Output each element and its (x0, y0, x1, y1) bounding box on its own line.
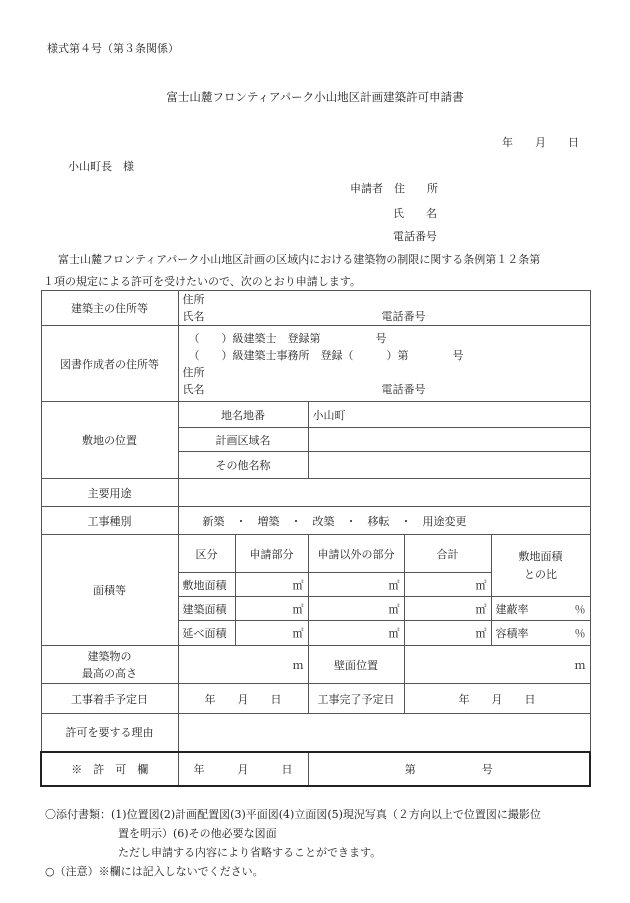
coverage-ratio[interactable] (491, 597, 590, 621)
site-applied-value[interactable] (235, 573, 308, 597)
owner-phone[interactable]: 電話番号 (381, 310, 426, 323)
use-value[interactable] (178, 479, 590, 507)
designer-office-line[interactable]: （ ）級建築士事務所 登録（ ）第 号 (188, 348, 464, 362)
unit-m: ｍ (574, 658, 586, 672)
body-text-line2: １項の規定による許可を受けたいので、次のとおり申請します。 (43, 275, 361, 288)
district-label: 計画区域名 (178, 428, 308, 452)
far-ratio[interactable] (491, 621, 590, 646)
percent-unit: ％ (574, 627, 586, 640)
building-other-value[interactable] (308, 597, 404, 621)
col-other: 申請以外の部分 (308, 535, 404, 573)
applicant-address-label: 申請者 住 所 (350, 182, 438, 195)
floor-total-value[interactable] (404, 621, 491, 646)
col-total: 合計 (404, 535, 491, 573)
building-total-value[interactable] (404, 597, 491, 621)
applicant-name-label: 氏 名 (393, 207, 437, 220)
wall-value[interactable] (404, 646, 590, 684)
floor-other-value[interactable] (308, 621, 404, 646)
start-date[interactable]: 年 月 日 (178, 684, 308, 714)
owner-label: 建築主の住所等 (41, 291, 178, 326)
row-floor-area: 延べ面積 (178, 621, 235, 646)
height-value[interactable] (178, 646, 308, 684)
reason-label: 許可を要する理由 (41, 714, 178, 752)
unit-m2: ㎡ (475, 578, 487, 592)
body-text-line1: 富士山麓フロンティアパーク小山地区計画の区域内における建築物の制限に関する条例第１２条第 (58, 253, 541, 266)
designer-fields (178, 326, 590, 402)
work-type-label: 工事種別 (41, 507, 178, 535)
designer-address[interactable]: 住所 (182, 365, 205, 379)
owner-name[interactable]: 氏名 (182, 310, 205, 323)
building-applied-value[interactable] (235, 597, 308, 621)
application-date: 年 月 日 (502, 136, 579, 149)
site-label: 敷地の位置 (41, 402, 178, 479)
attachment-line1: 〇添付書類：(1)位置図(2)計画配置図(3)平面図(4)立面図(5)現況写真（２方向以上で位置図に撮影位 (45, 808, 541, 821)
coverage-label: 建蔽率 (495, 602, 529, 616)
unit-m2: ㎡ (475, 602, 487, 616)
designer-name[interactable]: 氏名 (182, 382, 205, 396)
owner-address[interactable]: 住所 (182, 293, 205, 306)
designer-row (41, 326, 590, 402)
addressee: 小山町長 様 (68, 160, 134, 173)
applicant-phone-label: 電話番号 (393, 230, 437, 243)
start-label: 工事着手予定日 (41, 684, 178, 714)
document-title: 富士山麓フロンティアパーク小山地区計画建築許可申請書 (166, 90, 464, 104)
height-label: 建築物の 最高の高さ (41, 646, 178, 684)
row-site-area: 敷地面積 (178, 573, 235, 597)
far-label: 容積率 (495, 627, 529, 640)
owner-row (41, 291, 590, 326)
unit-m2: ㎡ (475, 627, 487, 640)
unit-m2: ㎡ (292, 627, 304, 640)
unit-m2: ㎡ (388, 578, 400, 592)
form-number: 様式第４号（第３条関係） (47, 42, 179, 55)
attachment-line2: 置を明示）(6)その他必要な図面 (118, 827, 277, 840)
work-type-options[interactable]: 新築 ・ 増築 ・ 改築 ・ 移転 ・ 用途変更 (178, 507, 590, 535)
unit-m2: ㎡ (388, 627, 400, 640)
percent-unit: ％ (574, 602, 586, 616)
lot-label: 地名地番 (178, 402, 308, 428)
unit-m2: ㎡ (292, 602, 304, 616)
reason-value[interactable] (178, 714, 590, 752)
row-building-area: 建築面積 (178, 597, 235, 621)
col-applied: 申請部分 (235, 535, 308, 573)
site-other-value[interactable] (308, 573, 404, 597)
other-name-value[interactable] (308, 452, 590, 479)
designer-phone[interactable]: 電話番号 (381, 382, 426, 396)
use-label: 主要用途 (41, 479, 178, 507)
permit-number: 第 号 (308, 752, 590, 786)
permit-label: ※ 許 可 欄 (41, 752, 178, 786)
unit-m: ｍ (292, 658, 304, 672)
wall-label: 壁面位置 (308, 646, 404, 684)
other-name-label: その他名称 (178, 452, 308, 479)
end-label: 工事完了予定日 (308, 684, 404, 714)
unit-m2: ㎡ (292, 578, 304, 592)
col-category: 区分 (178, 535, 235, 573)
site-total-value[interactable] (404, 573, 491, 597)
attachment-line3: ただし申請する内容により省略することができます。 (118, 846, 382, 859)
lot-value[interactable]: 小山町 (308, 402, 590, 428)
designer-label: 図書作成者の住所等 (41, 326, 178, 402)
permit-date: 年 月 日 (178, 752, 308, 786)
area-label: 面積等 (41, 535, 178, 646)
floor-applied-value[interactable] (235, 621, 308, 646)
col-ratio: 敷地面積 との比 (491, 535, 590, 597)
designer-architect-line[interactable]: （ ）級建築士 登録第 号 (188, 331, 387, 345)
note: ○（注意）※欄には記入しないでください。 (45, 865, 264, 878)
owner-fields (178, 291, 590, 326)
district-value[interactable] (308, 428, 590, 452)
unit-m2: ㎡ (388, 602, 400, 616)
application-table (40, 290, 591, 787)
end-date[interactable]: 年 月 日 (404, 684, 590, 714)
